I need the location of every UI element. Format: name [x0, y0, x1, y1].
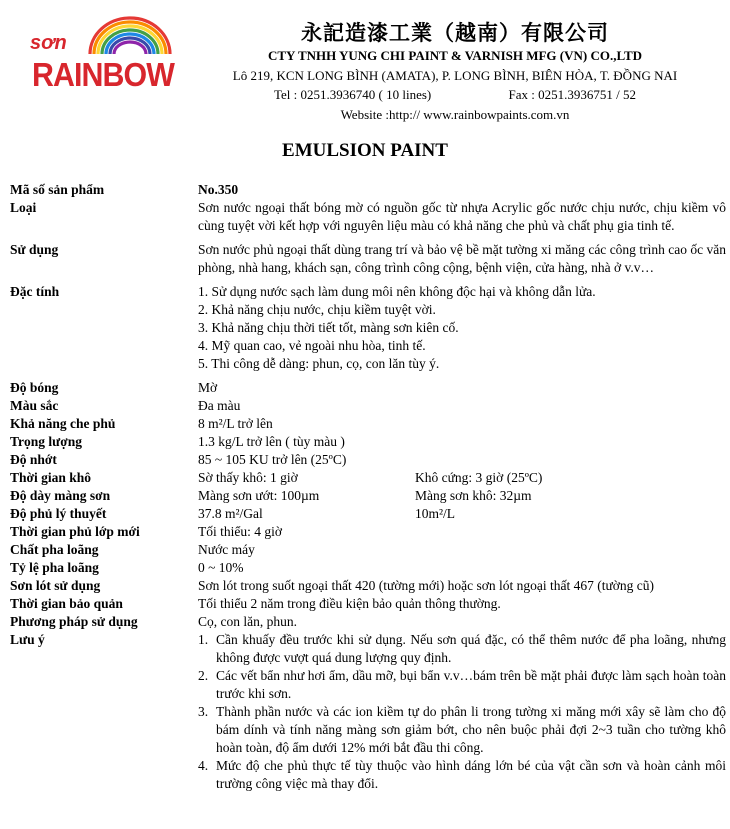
- spec-value: Sơn nước ngoại thất bóng mờ có nguồn gốc từ nhựa Acrylic gốc nước chịu nước, chịu kiềm vô cùng tuyệt vời kết hợp với nguyên liệu màu có khả năng che phủ và chất phụ gia tinh tế.: [198, 200, 726, 233]
- note-text: Thành phần nước và các ion kiềm tự do phân li trong tường xi măng mới xây sẽ làm cho độ bám dính và tính năng màng sơn giảm bớt, cho nên buộc phải đợi 2~3 tuần cho tường khô hoàn toàn, độ ẩm dưới 12% mới bắt đầu thi công.: [216, 704, 726, 755]
- spec-value: Tối thiểu: 4 giờ: [198, 524, 283, 539]
- spec-row-thickness: [10, 487, 726, 505]
- spec-row-usage: [10, 241, 726, 277]
- note-number: 2.: [198, 668, 209, 683]
- spec-label: Tỷ lệ pha loãng: [10, 560, 99, 575]
- spec-value: Tối thiểu 2 năm trong điều kiện bảo quản thông thường.: [198, 596, 501, 611]
- spec-value-pair: [198, 469, 726, 487]
- spec-value: Nước máy: [198, 542, 255, 557]
- spec-value-list: [198, 283, 726, 373]
- notes-list: [198, 631, 726, 793]
- spec-row-coverage: [10, 505, 726, 523]
- spec-value: Khô cứng: 3 giờ (25ºC): [415, 470, 543, 485]
- spec-row-method: [10, 613, 726, 631]
- note-item: [198, 757, 726, 793]
- spec-row-recoat: [10, 523, 726, 541]
- spec-value-pair: [198, 505, 726, 523]
- spec-value: 1.3 kg/L trở lên ( tùy màu ): [198, 434, 345, 449]
- logo-brand-text: RAINBOW: [32, 56, 174, 93]
- spec-value: Màng sơn khô: 32µm: [415, 488, 532, 503]
- note-number: 4.: [198, 758, 209, 773]
- spec-value: 37.8 m²/Gal: [198, 506, 263, 521]
- spec-row-viscosity: [10, 451, 726, 469]
- spec-table: [10, 181, 726, 793]
- spec-label: Sơn lót sử dụng: [10, 578, 101, 593]
- spec-row-weight: [10, 433, 726, 451]
- spec-value: 10m²/L: [415, 506, 456, 521]
- spec-row-storage: [10, 595, 726, 613]
- note-text: Các vết bẩn như hơi ẩm, dầu mỡ, bụi bẩn v.v…bám trên bề mặt phải được làm sạch hoàn toàn trước khi sơn.: [216, 668, 726, 701]
- company-contact: [190, 87, 720, 103]
- spec-value: Màng sơn ướt: 100µm: [198, 488, 320, 503]
- spec-value-pair: [198, 487, 726, 505]
- spec-value: Mờ: [198, 380, 218, 395]
- feature-item: 1. Sử dụng nước sạch làm dung môi nên không độc hại và không dẫn lửa.: [198, 284, 596, 299]
- note-number: 1.: [198, 632, 209, 647]
- feature-item: 5. Thi công dễ dàng: phun, cọ, con lăn tùy ý.: [198, 356, 440, 371]
- spec-label: Khả năng che phủ: [10, 416, 116, 431]
- spec-value: 8 m²/L trở lên: [198, 416, 273, 431]
- rainbow-logo: [20, 14, 190, 94]
- note-text: Mức độ che phủ thực tế tùy thuộc vào hình dáng lớn bé của vật cần sơn và hoàn cảnh môi trường công việc mà thay đổi.: [216, 758, 726, 791]
- feature-item: 4. Mỹ quan cao, vẻ ngoài nhu hòa, tinh tế.: [198, 338, 426, 353]
- document-title: EMULSION PAINT: [282, 140, 448, 161]
- spec-value: No.350: [198, 182, 239, 197]
- spec-value: 85 ~ 105 KU trở lên (25ºC): [198, 452, 347, 467]
- spec-label: Sử dụng: [10, 242, 59, 257]
- spec-label: Phương pháp sử dụng: [10, 614, 138, 629]
- feature-item: 2. Khả năng chịu nước, chịu kiềm tuyệt vời.: [198, 302, 436, 317]
- spec-value: Sờ thấy khô: 1 giờ: [198, 470, 298, 485]
- spec-label: Độ bóng: [10, 380, 59, 395]
- spec-row-code: [10, 181, 726, 199]
- spec-label: Chất pha loãng: [10, 542, 99, 557]
- spec-row-hiding: [10, 415, 726, 433]
- spec-value: Sơn nước phủ ngoại thất dùng trang trí và bảo vệ bề mặt tường xi măng các công trình cao ốc văn phòng, nhà hang, khách sạn, công trình công cộng, bệnh viện, cửa hàng, nhà ở v.v…: [198, 242, 726, 275]
- spec-row-features: [10, 283, 726, 373]
- spec-row-drying: [10, 469, 726, 487]
- spec-label: Mã số sản phẩm: [10, 182, 105, 197]
- spec-label: Trọng lượng: [10, 434, 82, 449]
- note-item: [198, 667, 726, 703]
- company-address: Lô 219, KCN LONG BÌNH (AMATA), P. LONG BÌNH, BIÊN HÒA, T. ĐỒNG NAI: [232, 68, 678, 83]
- spec-row-primer: [10, 577, 726, 595]
- spec-label: Lưu ý: [10, 632, 45, 647]
- company-name-cn: 永記造漆工業（越南）有限公司: [301, 21, 609, 45]
- company-tel: Tel : 0251.3936740 ( 10 lines): [274, 87, 432, 102]
- company-website: Website :http:// www.rainbowpaints.com.vn: [340, 107, 570, 122]
- company-fax: Fax : 0251.3936751 / 52: [508, 87, 636, 102]
- spec-row-gloss: [10, 379, 726, 397]
- spec-label: Loại: [10, 200, 37, 215]
- feature-item: 3. Khả năng chịu thời tiết tốt, màng sơn kiên cố.: [198, 320, 459, 335]
- spec-value: Đa màu: [198, 398, 241, 413]
- note-number: 3.: [198, 704, 209, 719]
- company-header: [190, 20, 720, 123]
- spec-row-thinner: [10, 541, 726, 559]
- spec-value: Cọ, con lăn, phun.: [198, 614, 297, 629]
- note-item: [198, 703, 726, 757]
- spec-label: Độ phủ lý thuyết: [10, 506, 107, 521]
- spec-value: Sơn lót trong suốt ngoại thất 420 (tường mới) hoặc sơn lót ngoại thất 467 (tường cũ): [198, 578, 655, 593]
- spec-label: Đặc tính: [10, 284, 60, 299]
- logo-son-text: sơn: [30, 32, 67, 54]
- spec-row-notes: [10, 631, 726, 793]
- spec-value: 0 ~ 10%: [198, 560, 244, 575]
- spec-label: Màu sắc: [10, 398, 59, 413]
- note-item: [198, 631, 726, 667]
- spec-label: Thời gian khô: [10, 470, 92, 485]
- company-name-en: CTY TNHH YUNG CHI PAINT & VARNISH MFG (VN) CO.,LTD: [267, 48, 643, 63]
- spec-row-type: [10, 199, 726, 235]
- spec-row-thin-ratio: [10, 559, 726, 577]
- spec-row-color: [10, 397, 726, 415]
- spec-label: Độ dày màng sơn: [10, 488, 111, 503]
- spec-label: Độ nhớt: [10, 452, 57, 467]
- spec-label: Thời gian phủ lớp mới: [10, 524, 140, 539]
- spec-label: Thời gian bảo quản: [10, 596, 123, 611]
- note-text: Cần khuấy đều trước khi sử dụng. Nếu sơn quá đặc, có thể thêm nước để pha loãng, nhưng không được vượt quá dung lượng quy định.: [216, 632, 726, 665]
